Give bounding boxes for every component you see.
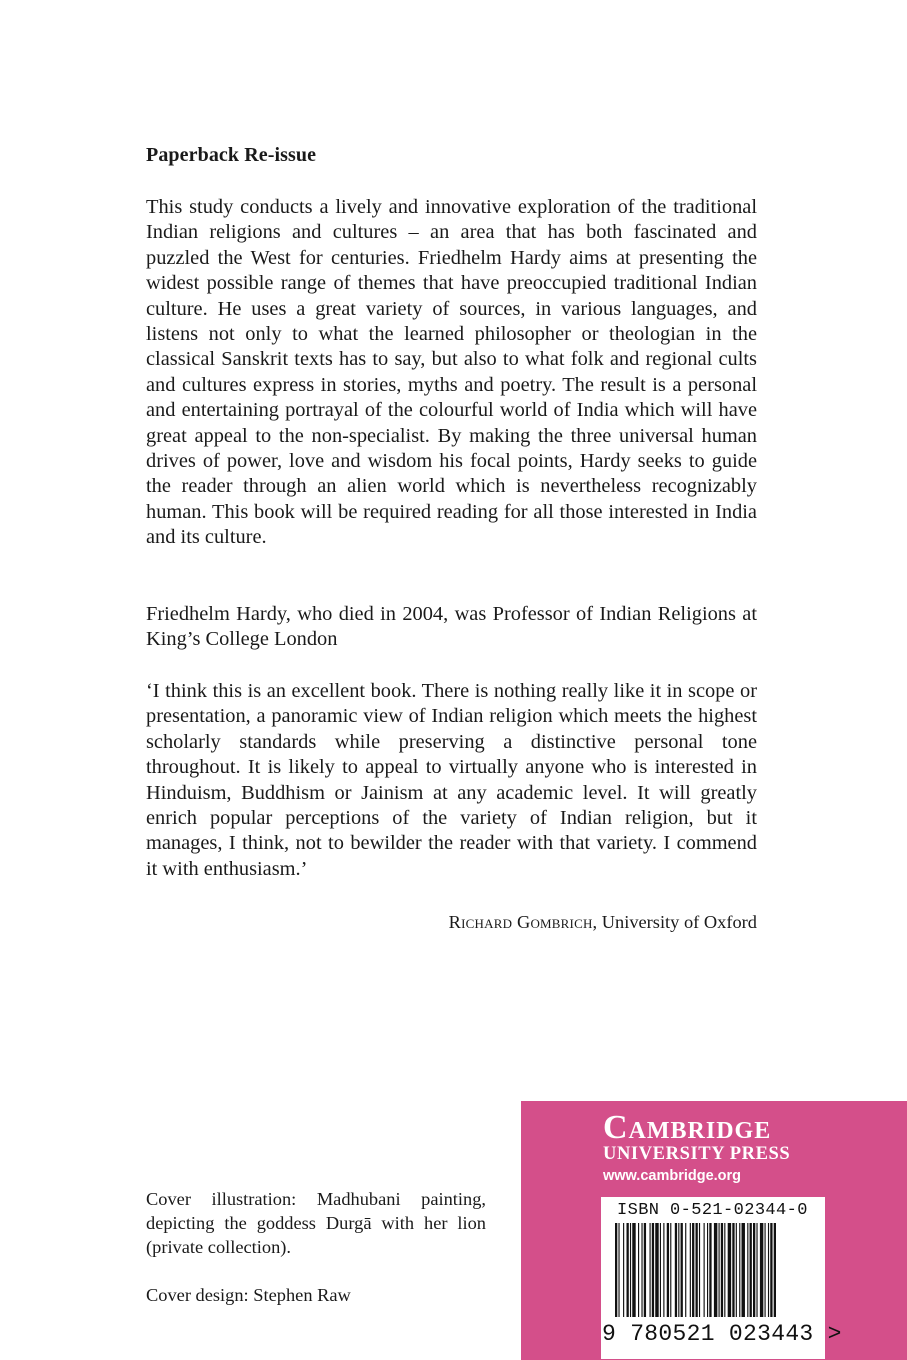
barcode-bar: [696, 1223, 698, 1317]
barcode-bar: [685, 1223, 686, 1317]
barcode-bar: [736, 1223, 737, 1317]
cover-illustration-credit: Cover illustration: Madhubani painting, depicting the goddess Durgā with her lion (private collection).: [146, 1189, 486, 1257]
barcode-bar: [670, 1223, 671, 1317]
barcode-bar: [721, 1223, 723, 1317]
barcode-bar: [690, 1223, 691, 1317]
reviewer-name: Richard Gombrich: [448, 912, 593, 932]
barcode-bar: [760, 1223, 763, 1317]
barcode-bar: [699, 1223, 700, 1317]
barcode-bar: [663, 1223, 664, 1317]
barcode-bar: [724, 1223, 725, 1317]
barcode-bar: [667, 1223, 669, 1317]
cover-credits: [146, 1187, 486, 1305]
author-bio: Friedhelm Hardy, who died in 2004, was Professor of Indian Religions at King’s College London: [146, 603, 757, 651]
barcode-bar: [739, 1223, 740, 1317]
barcode-digits: 9 780521 023443 >: [602, 1321, 842, 1347]
reviewer-affiliation: , University of Oxford: [592, 912, 757, 932]
barcode-bar: [615, 1223, 617, 1317]
barcode-bar: [681, 1223, 683, 1317]
barcode-bar: [714, 1223, 717, 1317]
barcode-bar: [732, 1223, 734, 1317]
barcode-bar: [675, 1223, 677, 1317]
isbn-label: ISBN 0-521-02344-0: [617, 1201, 808, 1220]
barcode-bar: [623, 1223, 624, 1317]
barcode-bar: [655, 1223, 658, 1317]
publisher-subname: UNIVERSITY PRESS: [603, 1144, 791, 1164]
barcode-bar: [641, 1223, 642, 1317]
barcode-box: [601, 1197, 842, 1359]
barcode-bar: [719, 1223, 720, 1317]
barcode-bar: [704, 1223, 705, 1317]
barcode-bar: [707, 1223, 708, 1317]
publisher-logo-name: Cambridge: [603, 1109, 772, 1146]
barcode-bar: [644, 1223, 646, 1317]
review-attribution: [146, 910, 757, 934]
barcode-bar: [753, 1223, 755, 1317]
reissue-heading: Paperback Re-issue: [146, 144, 317, 166]
barcode-bar: [652, 1223, 654, 1317]
barcode-bar: [728, 1223, 731, 1317]
review-quote: ‘I think this is an excellent book. There is nothing really like it in scope or presentation, a panoramic view of Indian religion which meets the highest scholarly standards while preserving a distinctive personal tone throughout. It is likely to appeal to virtually anyone who is interested in Hinduism, Buddhism or Jainism at any academic level. It will greatly enrich popular perceptions of the variety of Indian religion, but it manages, I think, not to bewilder the reader with that variety. I commend it with enthusiasm.’: [146, 680, 757, 880]
barcode-bar: [650, 1223, 651, 1317]
barcode-bar: [630, 1223, 631, 1317]
barcode-bar: [747, 1223, 748, 1317]
barcode-bar: [660, 1223, 661, 1317]
barcode-bar: [774, 1223, 776, 1317]
barcode-bar: [627, 1223, 629, 1317]
barcode-bar: [709, 1223, 711, 1317]
barcode-bar: [765, 1223, 766, 1317]
publisher-url: www.cambridge.org: [603, 1168, 742, 1184]
book-description: This study conducts a lively and innovative exploration of the traditional Indian religions and cultures – an area that has both fascinated and puzzled the West for centuries. Friedhelm Hardy aims at presenting the widest possible range of themes that have preoccupied traditional Indian culture. He uses a great variety of sources, in various languages, and listens not only to what the learned philosopher or theologian in the classical Sanskrit texts has to say, but also to what folk and regional cults and cultures express in stories, myths and poetry. The result is a personal and entertaining portrayal of the colourful world of India which will have great appeal to the non-specialist. By making the three universal human drives of power, love and wisdom his focal points, Hardy seeks to guide the reader through an alien world which is nevertheless recognizably human. This book will be required reading for all those interested in India and its culture.: [146, 196, 757, 549]
barcode-bar: [692, 1223, 694, 1317]
barcode-bar: [750, 1223, 752, 1317]
barcode-bar: [618, 1223, 619, 1317]
barcode-bar: [638, 1223, 639, 1317]
barcode-bar: [742, 1223, 745, 1317]
barcode-bar: [770, 1223, 772, 1317]
barcode-bar: [756, 1223, 757, 1317]
barcode-bar: [632, 1223, 635, 1317]
cover-design-credit: Cover design: Stephen Raw: [146, 1285, 351, 1305]
barcode-bar: [678, 1223, 679, 1317]
barcode-icon: [601, 1223, 825, 1323]
barcode-bar: [768, 1223, 769, 1317]
publisher-panel: [521, 1101, 907, 1360]
